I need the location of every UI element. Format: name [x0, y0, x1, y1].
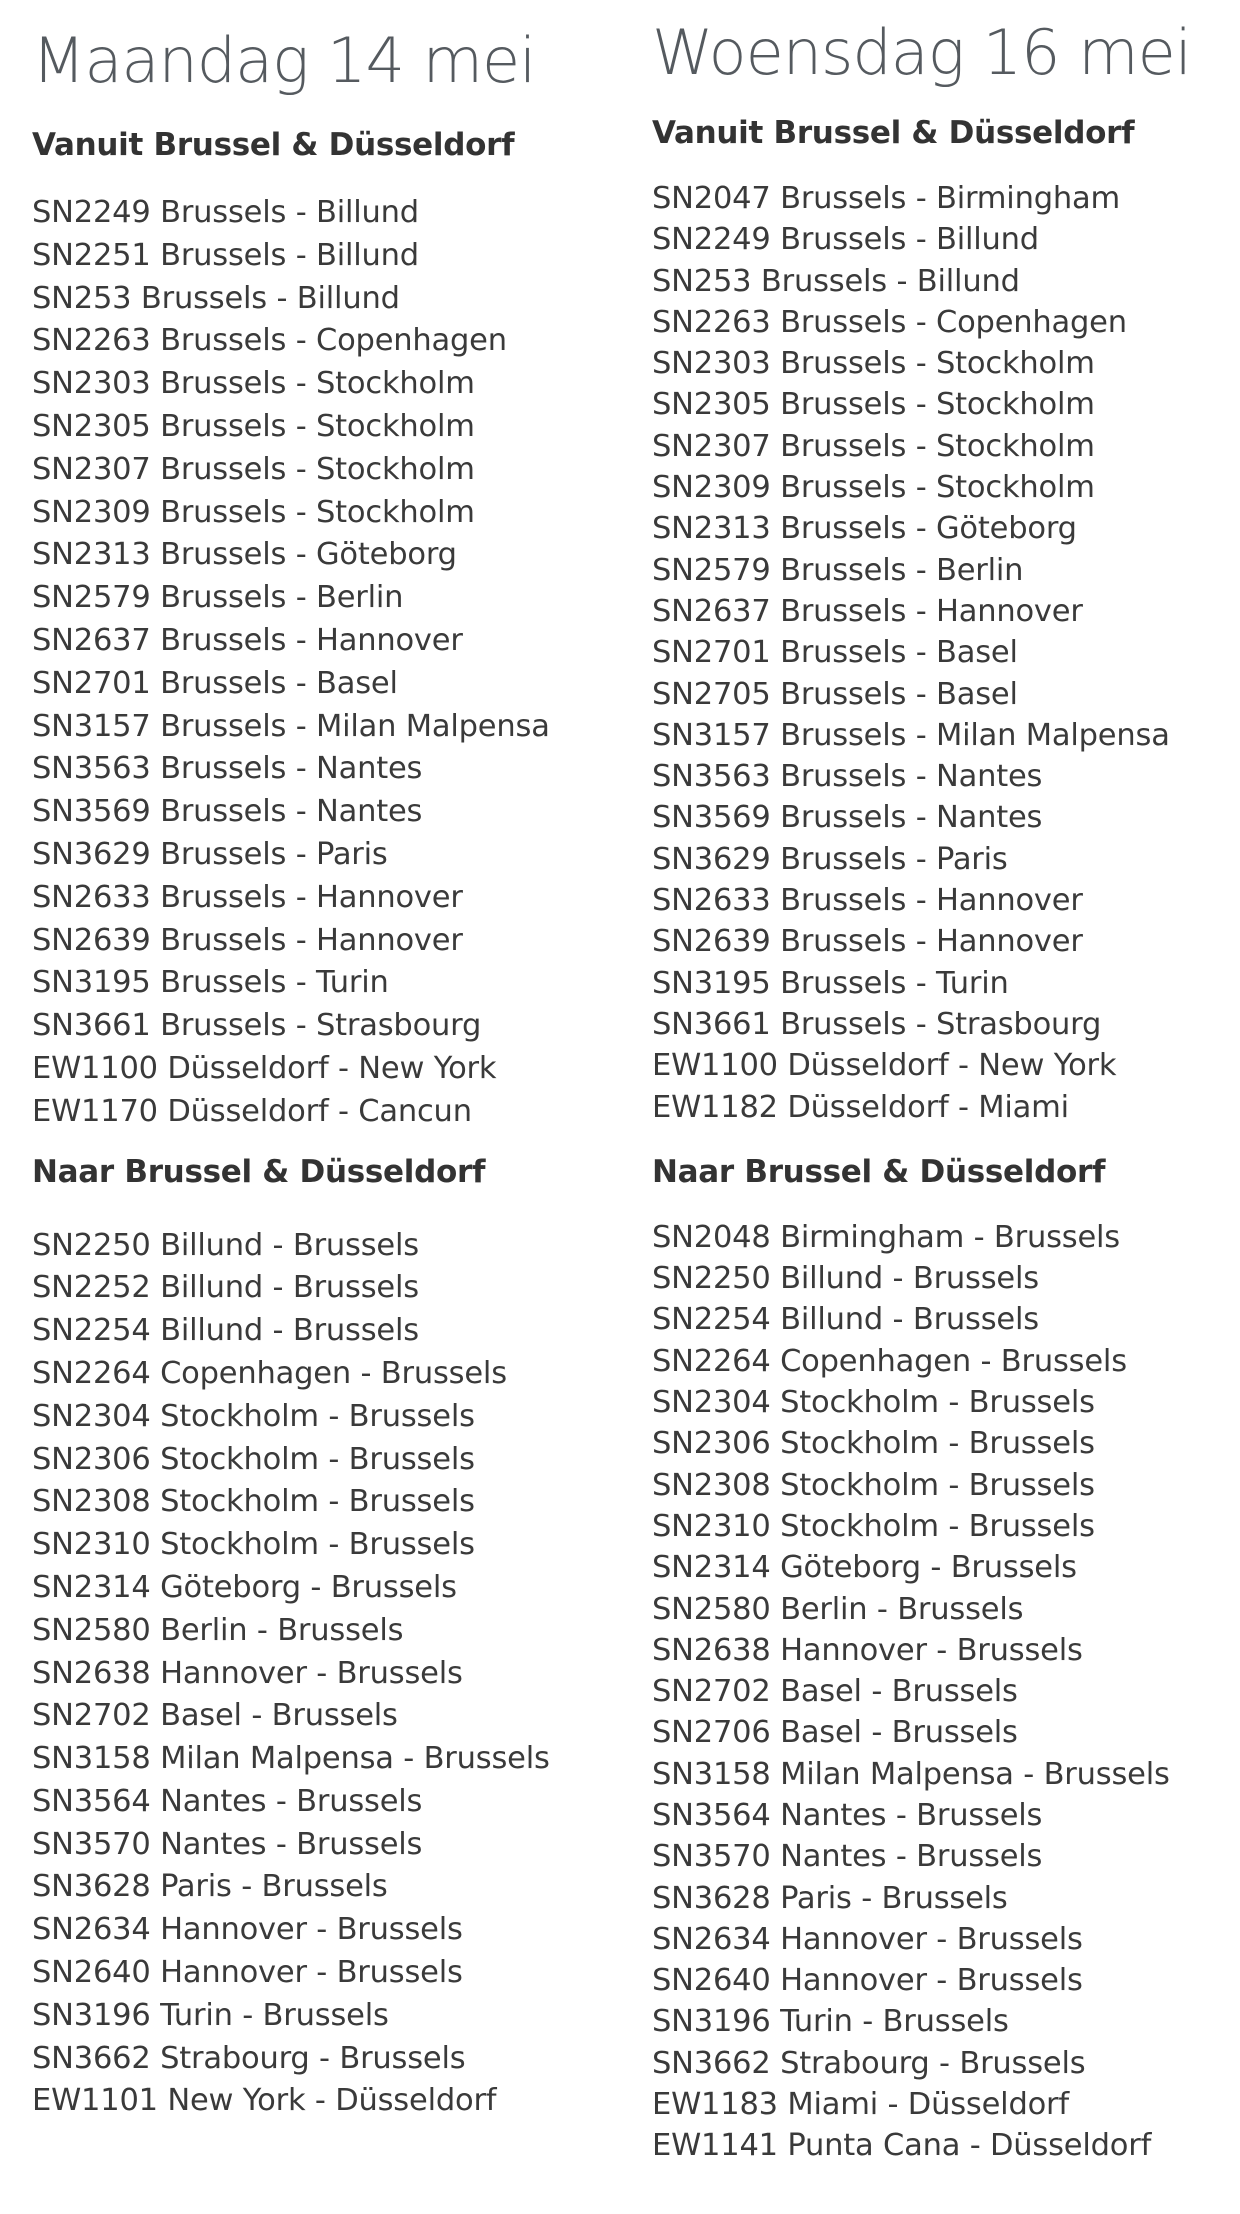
flight-item: SN2580 Berlin - Brussels [32, 1612, 404, 1648]
flight-item: SN2310 Stockholm - Brussels [652, 1508, 1095, 1544]
flight-item: SN2264 Copenhagen - Brussels [32, 1355, 507, 1391]
day-title: Woensdag 16 mei [652, 16, 1191, 89]
flight-item: SN2705 Brussels - Basel [652, 676, 1018, 712]
flight-item: SN2303 Brussels - Stockholm [652, 346, 1095, 382]
flight-item: SN2634 Hannover - Brussels [652, 1921, 1083, 1957]
flight-item: SN3564 Nantes - Brussels [652, 1797, 1043, 1833]
flight-item: SN2304 Stockholm - Brussels [652, 1385, 1095, 1421]
flight-item: SN3158 Milan Malpensa - Brussels [32, 1741, 550, 1777]
flight-item: SN2639 Brussels - Hannover [32, 922, 463, 958]
flight-item: EW1170 Düsseldorf - Cancun [32, 1093, 472, 1129]
departures-section [652, 115, 1232, 1134]
flight-item: SN3569 Brussels - Nantes [652, 800, 1043, 836]
flight-item: SN3196 Turin - Brussels [32, 1997, 389, 2033]
flight-item: SN3628 Paris - Brussels [652, 1880, 1008, 1916]
flight-item: SN2251 Brussels - Billund [32, 237, 419, 273]
flight-item: SN2314 Göteborg - Brussels [652, 1550, 1077, 1586]
flight-item: EW1141 Punta Cana - Düsseldorf [652, 2128, 1152, 2164]
flight-item: SN2307 Brussels - Stockholm [652, 428, 1095, 464]
departures-heading: Vanuit Brussel & Düsseldorf [652, 115, 1135, 151]
flight-item: SN3158 Milan Malpensa - Brussels [652, 1756, 1170, 1792]
flight-item: SN2314 Göteborg - Brussels [32, 1569, 457, 1605]
flight-item: SN2640 Hannover - Brussels [652, 1963, 1083, 1999]
departures-list [32, 195, 612, 1140]
flight-item: SN2306 Stockholm - Brussels [32, 1441, 475, 1477]
flight-item: SN3570 Nantes - Brussels [652, 1839, 1043, 1875]
flight-item: EW1100 Düsseldorf - New York [652, 1048, 1117, 1084]
departures-list [652, 181, 1232, 1134]
flight-item: SN3662 Strabourg - Brussels [652, 2045, 1086, 2081]
flight-item: SN3661 Brussels - Strasbourg [32, 1008, 482, 1044]
flight-item: SN2637 Brussels - Hannover [32, 622, 463, 658]
day-title: Maandag 14 mei [32, 24, 536, 97]
flight-item: SN2633 Brussels - Hannover [32, 879, 463, 915]
flight-item: SN2702 Basel - Brussels [652, 1674, 1018, 1710]
flight-item: SN3563 Brussels - Nantes [652, 759, 1043, 795]
flight-item: SN2254 Billund - Brussels [32, 1313, 419, 1349]
flight-item: SN2250 Billund - Brussels [652, 1261, 1039, 1297]
flight-item: SN2249 Brussels - Billund [32, 195, 419, 230]
flight-item: EW1100 Düsseldorf - New York [32, 1050, 497, 1086]
flight-item: SN2637 Brussels - Hannover [652, 593, 1083, 629]
flight-item: SN3195 Brussels - Turin [652, 965, 1009, 1001]
flight-item: SN2701 Brussels - Basel [32, 665, 398, 701]
flight-item: SN253 Brussels - Billund [652, 263, 1020, 299]
flight-item: SN3157 Brussels - Milan Malpensa [32, 708, 550, 744]
flight-item: SN2706 Basel - Brussels [652, 1715, 1018, 1751]
flight-item: EW1182 Düsseldorf - Miami [652, 1089, 1069, 1125]
flight-item: SN2313 Brussels - Göteborg [652, 511, 1077, 547]
arrivals-heading: Naar Brussel & Düsseldorf [32, 1153, 486, 1190]
flight-item: SN253 Brussels - Billund [32, 280, 400, 316]
flight-item: SN2313 Brussels - Göteborg [32, 537, 457, 573]
flight-item: SN3661 Brussels - Strasbourg [652, 1006, 1102, 1042]
flight-item: SN2308 Stockholm - Brussels [652, 1467, 1095, 1503]
flight-item: SN2307 Brussels - Stockholm [32, 451, 475, 487]
flight-item: SN2252 Billund - Brussels [32, 1270, 419, 1306]
flight-item: SN2579 Brussels - Berlin [652, 552, 1024, 588]
flight-item: SN2639 Brussels - Hannover [652, 924, 1083, 960]
flight-item: SN2579 Brussels - Berlin [32, 580, 404, 616]
flight-item: SN2310 Stockholm - Brussels [32, 1527, 475, 1563]
flight-item: SN3563 Brussels - Nantes [32, 751, 423, 787]
flight-item: SN2303 Brussels - Stockholm [32, 366, 475, 402]
flight-item: SN3196 Turin - Brussels [652, 2004, 1009, 2040]
flight-item: SN2702 Basel - Brussels [32, 1698, 398, 1734]
flight-item: SN2254 Billund - Brussels [652, 1302, 1039, 1338]
flight-item: SN2263 Brussels - Copenhagen [652, 304, 1127, 340]
arrivals-section [32, 1153, 612, 2130]
flight-item: SN2309 Brussels - Stockholm [32, 494, 475, 530]
flight-item: SN3195 Brussels - Turin [32, 965, 389, 1001]
flight-item: SN2304 Stockholm - Brussels [32, 1398, 475, 1434]
flight-item: SN3564 Nantes - Brussels [32, 1783, 423, 1819]
flight-item: EW1183 Miami - Düsseldorf [652, 2087, 1069, 2123]
flight-item: SN3662 Strabourg - Brussels [32, 2040, 466, 2076]
flight-item: SN2640 Hannover - Brussels [32, 1955, 463, 1991]
flight-item: SN2309 Brussels - Stockholm [652, 470, 1095, 506]
flight-item: SN3628 Paris - Brussels [32, 1869, 388, 1905]
flight-item: SN2638 Hannover - Brussels [652, 1632, 1083, 1668]
flight-item: SN2638 Hannover - Brussels [32, 1655, 463, 1691]
flight-item: SN2047 Brussels - Birmingham [652, 181, 1120, 216]
flight-item: SN2306 Stockholm - Brussels [652, 1426, 1095, 1462]
flight-item: SN3629 Brussels - Paris [32, 836, 388, 872]
flight-item: EW1101 New York - Düsseldorf [32, 2083, 497, 2119]
flight-item: SN2305 Brussels - Stockholm [32, 408, 475, 444]
flight-item: SN3629 Brussels - Paris [652, 841, 1008, 877]
flight-item: SN2633 Brussels - Hannover [652, 883, 1083, 919]
flight-item: SN2263 Brussels - Copenhagen [32, 323, 507, 359]
flight-item: SN3569 Brussels - Nantes [32, 794, 423, 830]
flight-item: SN2305 Brussels - Stockholm [652, 387, 1095, 423]
flight-item: SN2634 Hannover - Brussels [32, 1912, 463, 1948]
departures-section [32, 127, 612, 1140]
flight-item: SN2250 Billund - Brussels [32, 1227, 419, 1263]
flight-item: SN2580 Berlin - Brussels [652, 1591, 1024, 1627]
arrivals-heading: Naar Brussel & Düsseldorf [652, 1153, 1106, 1190]
flight-item: SN2701 Brussels - Basel [652, 635, 1018, 671]
flight-item: SN2308 Stockholm - Brussels [32, 1484, 475, 1520]
flight-item: SN3157 Brussels - Milan Malpensa [652, 717, 1170, 753]
day-column-monday [32, 0, 612, 2129]
flight-item: SN2249 Brussels - Billund [652, 222, 1039, 258]
flight-item: SN2264 Copenhagen - Brussels [652, 1343, 1127, 1379]
arrivals-section [652, 1153, 1232, 2173]
flight-item: SN3570 Nantes - Brussels [32, 1826, 423, 1862]
arrivals-list [652, 1219, 1232, 2173]
departures-heading: Vanuit Brussel & Düsseldorf [32, 127, 515, 163]
arrivals-list [32, 1227, 612, 2130]
day-column-wednesday [652, 0, 1232, 2173]
flight-item: SN2048 Birmingham - Brussels [652, 1219, 1120, 1255]
